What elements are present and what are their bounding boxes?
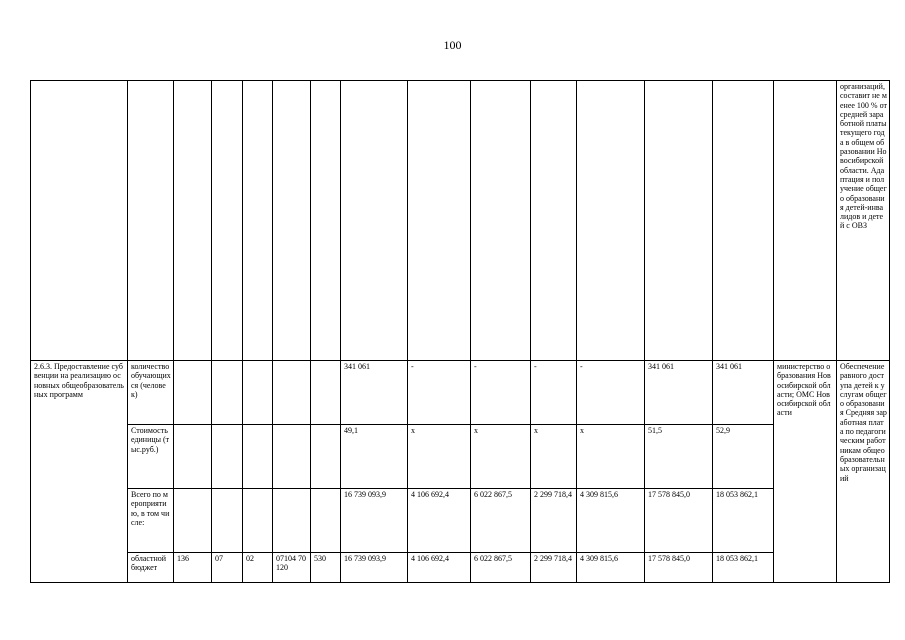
- row-label: областной бюджет: [128, 553, 174, 583]
- row-label: Всего по мероприятию, в том числе:: [128, 489, 174, 553]
- row-label: количество обучающихся (человек): [128, 361, 174, 425]
- total-cell: 16 739 093,9: [341, 553, 408, 583]
- table-row: Стоимость единицы (тыс.руб.) 49,1 х х х х 51,5 52,9: [31, 425, 890, 489]
- row-label: Стоимость единицы (тыс.руб.): [128, 425, 174, 489]
- table-row: 2.6.3. Предоставление субвенции на реализацию основных общеобразовательных программ количество обучающихся (человек) 341 061 - - - - 341 061 341 061 министерство образования Новосибирской области; ОМС Новосибирской области Обеспечение равного доступа детей к услугам общего образования Средняя заработная плата по педагогическим работникам общеобразовательных организаций: [31, 361, 890, 425]
- table-row: Всего по мероприятию, в том числе: 16 739 093,9 4 106 692,4 6 022 867,5 2 299 718,4 4 309 815,6 17 578 845,0 18 053 862,1: [31, 489, 890, 553]
- executor-cell: министерство образования Новосибирской области; ОМС Новосибирской области: [774, 361, 837, 583]
- total-cell: 49,1: [341, 425, 408, 489]
- table-row: областной бюджет 136 07 02 07104 70120 530 16 739 093,9 4 106 692,4 6 022 867,5 2 299 718,4 4 309 815,6 17 578 845,0 18 053 862,1: [31, 553, 890, 583]
- program-table: [30, 80, 890, 583]
- page-number: 100: [443, 38, 462, 52]
- table-row: [31, 81, 890, 361]
- result-cell: Обеспечение равного доступа детей к услугам общего образования Средняя заработная плата по педагогическим работникам общеобразовательных организаций: [837, 361, 890, 583]
- result-cell-top: организаций, составит не менее 100 % от средней заработной платы текущего года в общем образовании Новосибирской области. Адаптация и получение общего образования детей-инвалидов и детей с ОВЗ: [837, 81, 890, 361]
- measure-name: 2.6.3. Предоставление субвенции на реализацию основных общеобразовательных программ: [31, 361, 128, 583]
- total-cell: 341 061: [341, 361, 408, 425]
- total-cell: 16 739 093,9: [341, 489, 408, 553]
